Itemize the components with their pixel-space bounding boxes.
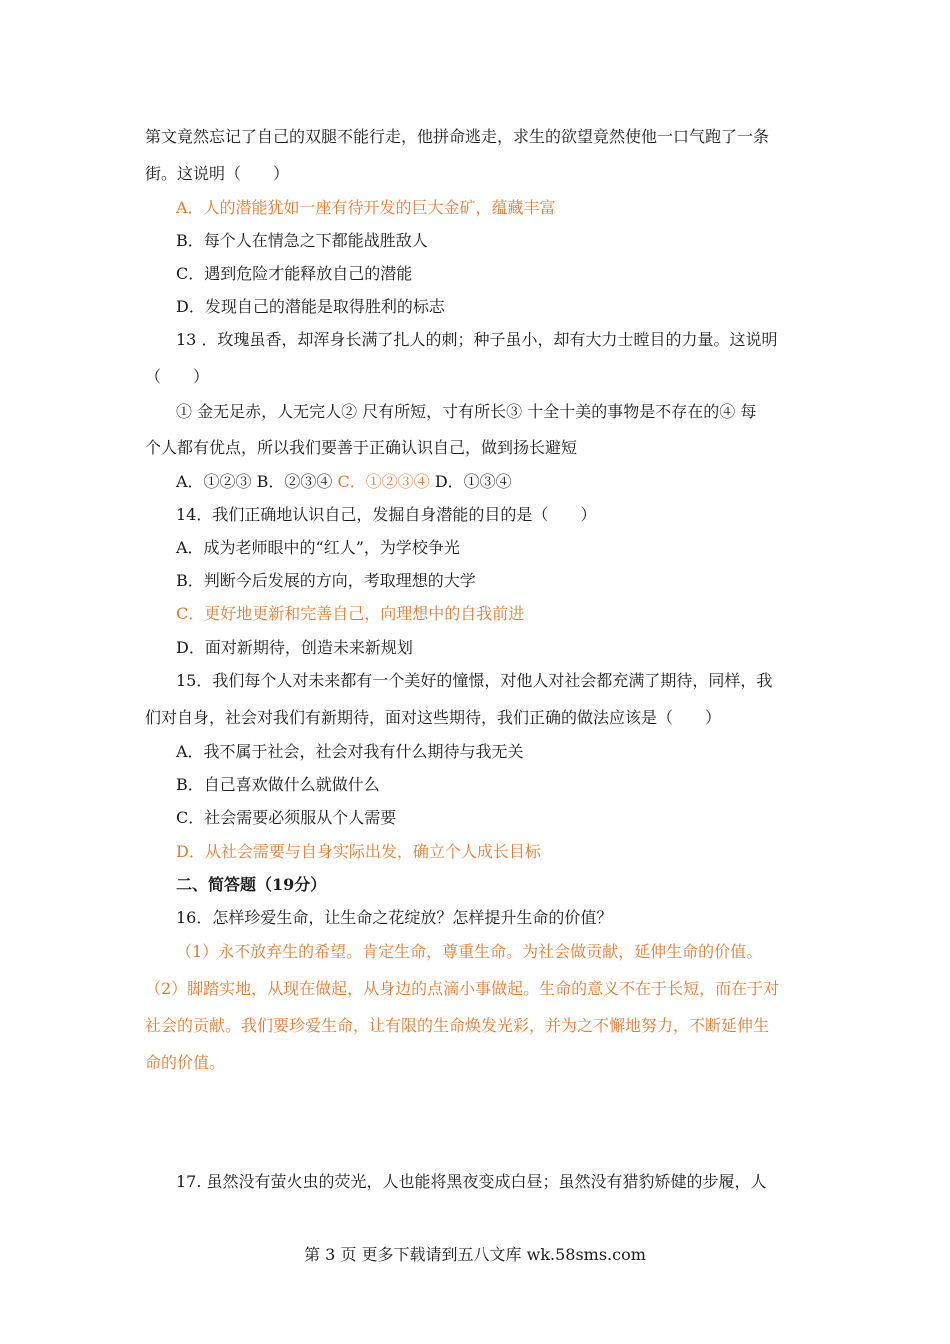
- q12-option-d: D．发现自己的潜能是取得胜利的标志: [176, 297, 445, 316]
- q12-continued-line-2: 街。这说明（ ）: [145, 164, 290, 183]
- q14-option-a: A．成为老师眼中的“红人”，为学校争光: [176, 538, 460, 557]
- q16-answer-line-3: 社会的贡献。我们要珍爱生命，让有限的生命焕发光彩，并为之不懈地努力，不断延伸生: [145, 1016, 770, 1035]
- q14-option-c-answer: C．更好地更新和完善自己，向理想中的自我前进: [176, 604, 525, 623]
- q16-stem: 16．怎样珍爱生命，让生命之花绽放？怎样提升生命的价值？: [176, 908, 613, 927]
- q15-option-b: B．自己喜欢做什么就做什么: [176, 775, 380, 794]
- q17-stem: 17. 虽然没有萤火虫的荧光，人也能将黑夜变成白昼；虽然没有猎豹矫健的步履，人: [176, 1172, 767, 1191]
- q13-option-d: D．①③④: [429, 472, 512, 491]
- q12-option-c: C．遇到危险才能释放自己的潜能: [176, 264, 413, 283]
- q13-options: [176, 472, 512, 492]
- q16-answer-line-4: 命的价值。: [145, 1053, 226, 1072]
- q12-option-a-answer: A．人的潜能犹如一座有待开发的巨大金矿，蕴藏丰富: [176, 198, 556, 217]
- q15-option-a: A．我不属于社会，社会对我有什么期待与我无关: [176, 742, 524, 761]
- q16-answer-line-2: （2）脚踏实地，从现在做起，从身边的点滴小事做起。生命的意义不在于长短，而在于对: [145, 979, 780, 998]
- q12-continued-line-1: 第文竟然忘记了自己的双腿不能行走，他拼命逃走，求生的欲望竟然使他一口气跑了一条: [145, 127, 770, 146]
- q15-stem-line-2: 们对自身，社会对我们有新期待，面对这些期待，我们正确的做法应该是（ ）: [145, 708, 722, 727]
- q13-stem-line-1: 13 ．玫瑰虽香，却浑身长满了扎人的刺；种子虽小，却有大力士瞠目的力量。这说明: [176, 330, 778, 349]
- q16-answer-line-1: （1）永不放弃生的希望。肯定生命，尊重生命。为社会做贡献，延伸生命的价值。: [176, 942, 763, 961]
- section-heading-short-answer: 二、简答题（19分）: [176, 875, 327, 894]
- q13-statements-line-2: 个人都有优点，所以我们要善于正确认识自己，做到扬长避短: [145, 438, 578, 457]
- q14-option-d: D．面对新期待，创造未来新规划: [176, 638, 413, 657]
- q13-stem-line-2: （ ）: [145, 367, 210, 386]
- q15-option-c: C．社会需要必须服从个人需要: [176, 808, 397, 827]
- q15-stem-line-1: 15．我们每个人对未来都有一个美好的憧憬，对他人对社会都充满了期待，同样，我: [176, 671, 773, 690]
- q13-option-ab: A．①②③ B．②③④: [176, 472, 338, 491]
- q13-statements-line-1: ① 金无足赤，人无完人② 尺有所短，寸有所长③ 十全十美的事物是不存在的④ 每: [176, 402, 757, 421]
- q12-option-b: B．每个人在情急之下都能战胜敌人: [176, 231, 428, 250]
- q14-option-b: B．判断今后发展的方向，考取理想的大学: [176, 571, 476, 590]
- q14-stem: 14．我们正确地认识自己，发掘自身潜能的目的是（ ）: [176, 505, 597, 524]
- q13-option-c-answer: C．①②③④: [337, 472, 430, 491]
- q15-option-d-answer: D．从社会需要与自身实际出发，确立个人成长目标: [176, 842, 541, 861]
- page-footer: 第 3 页 更多下载请到五八文库 wk.58sms.com: [304, 1245, 646, 1264]
